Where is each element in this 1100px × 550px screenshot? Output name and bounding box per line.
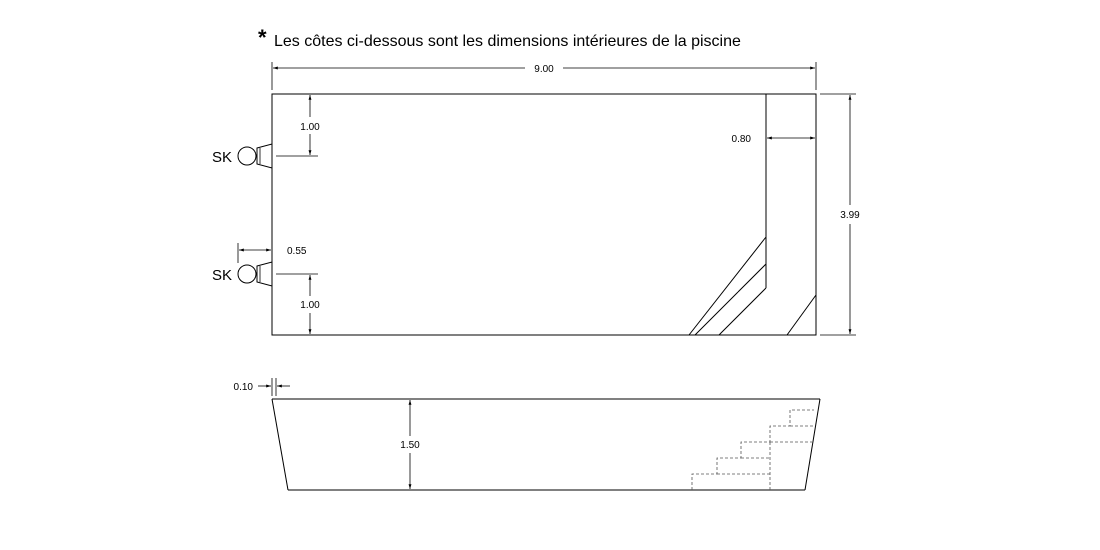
step-line-3	[689, 237, 766, 335]
plan-view	[212, 62, 860, 335]
step-line-2	[738, 264, 766, 292]
section-right-wall	[805, 399, 820, 490]
section-left-wall	[272, 399, 288, 490]
skimmer-icon	[238, 265, 256, 283]
width-value: 3.99	[840, 210, 860, 221]
skimmer-body	[257, 144, 272, 168]
step-line-4	[787, 295, 816, 335]
step-line-1	[719, 288, 766, 335]
skimmer-bottom	[212, 262, 272, 286]
skimmer-bottom-offset-value: 1.00	[300, 300, 320, 311]
bench-width-value: 0.80	[731, 134, 751, 145]
section-steps	[692, 410, 814, 490]
wall-slope-value: 0.10	[233, 382, 253, 393]
skimmer-icon	[238, 147, 256, 165]
note-asterisk: *	[258, 25, 267, 50]
skimmer-label-top: SK	[212, 149, 233, 166]
step-profile	[692, 410, 814, 490]
skimmer-body	[257, 262, 272, 286]
length-value: 9.00	[534, 64, 554, 75]
step-line-2b	[695, 292, 738, 335]
depth-value: 1.50	[400, 440, 420, 451]
skimmer-projection-value: 0.55	[287, 246, 307, 257]
pool-outline	[272, 94, 816, 335]
skimmer-top	[212, 144, 272, 168]
skimmer-top-offset-value: 1.00	[300, 122, 320, 133]
note-text: Les côtes ci-dessous sont les dimensions intérieures de la piscine	[274, 33, 741, 50]
section-view	[234, 378, 820, 490]
skimmer-label-bottom: SK	[212, 267, 233, 284]
